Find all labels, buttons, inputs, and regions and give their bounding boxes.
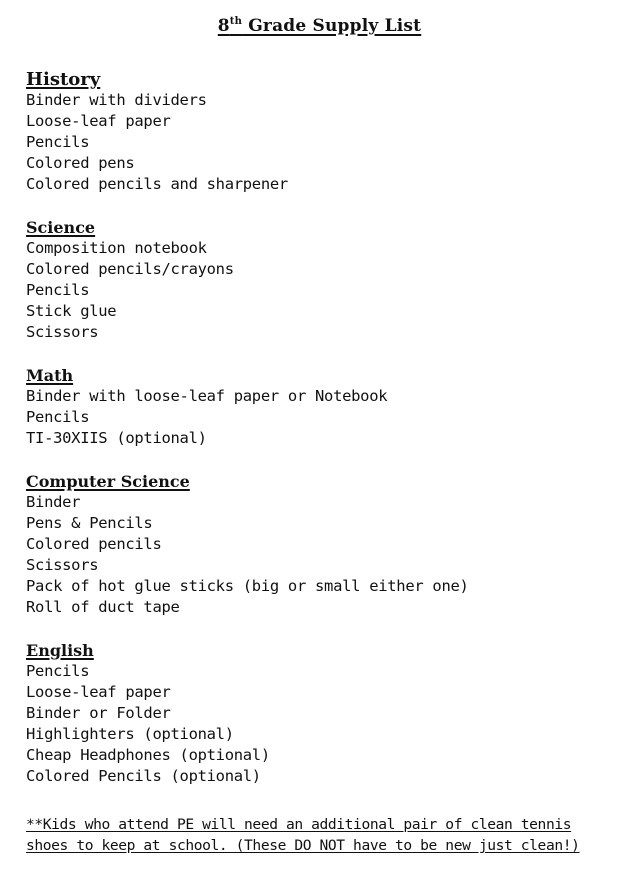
section-heading: English xyxy=(26,641,94,660)
title-superscript: th xyxy=(229,16,243,27)
list-item: Scissors xyxy=(26,556,99,574)
list-item: Pencils xyxy=(26,281,90,299)
page-title-text xyxy=(218,16,421,36)
footnote-line: **Kids who attend PE will need an additional pair of clean tennis xyxy=(26,816,572,833)
list-item: Pack of hot glue sticks (big or small either one) xyxy=(26,577,469,595)
list-item: Roll of duct tape xyxy=(26,598,180,616)
section-history xyxy=(26,69,626,195)
list-item: Composition notebook xyxy=(26,239,207,257)
list-item: Pencils xyxy=(26,133,90,151)
list-item: Colored pencils/crayons xyxy=(26,260,234,278)
list-item: Loose-leaf paper xyxy=(26,683,171,701)
section-heading: Computer Science xyxy=(26,472,190,491)
list-item: Pencils xyxy=(26,662,90,680)
section-math xyxy=(26,365,626,449)
item-list xyxy=(26,90,626,195)
list-item: TI-30XIIS (optional) xyxy=(26,429,207,447)
list-item: Cheap Headphones (optional) xyxy=(26,746,270,764)
section-heading: Math xyxy=(26,366,74,385)
item-list xyxy=(26,386,626,449)
list-item: Binder xyxy=(26,493,81,511)
list-item: Stick glue xyxy=(26,302,117,320)
list-item: Scissors xyxy=(26,323,99,341)
item-list xyxy=(26,238,626,343)
list-item: Colored Pencils (optional) xyxy=(26,767,261,785)
list-item: Colored pencils xyxy=(26,535,162,553)
list-item: Loose-leaf paper xyxy=(26,112,171,130)
title-suffix: Grade Supply List xyxy=(242,16,422,36)
pe-footnote xyxy=(26,814,616,856)
list-item: Colored pens xyxy=(26,154,135,172)
supply-list xyxy=(26,69,626,809)
footnote-line: shoes to keep at school. (These DO NOT have to be new just clean!) xyxy=(26,837,580,854)
list-item: Pens & Pencils xyxy=(26,514,153,532)
list-item: Pencils xyxy=(26,408,90,426)
section-computer-science xyxy=(26,471,626,618)
section-heading: History xyxy=(26,69,101,90)
list-item: Binder with dividers xyxy=(26,91,207,109)
list-item: Binder or Folder xyxy=(26,704,171,722)
section-heading: Science xyxy=(26,218,96,237)
section-science xyxy=(26,217,626,343)
item-list xyxy=(26,661,626,787)
page-title xyxy=(0,16,639,36)
item-list xyxy=(26,492,626,618)
section-english xyxy=(26,640,626,787)
list-item: Colored pencils and sharpener xyxy=(26,175,288,193)
list-item: Highlighters (optional) xyxy=(26,725,234,743)
title-prefix: 8 xyxy=(217,16,230,36)
list-item: Binder with loose-leaf paper or Notebook xyxy=(26,387,388,405)
